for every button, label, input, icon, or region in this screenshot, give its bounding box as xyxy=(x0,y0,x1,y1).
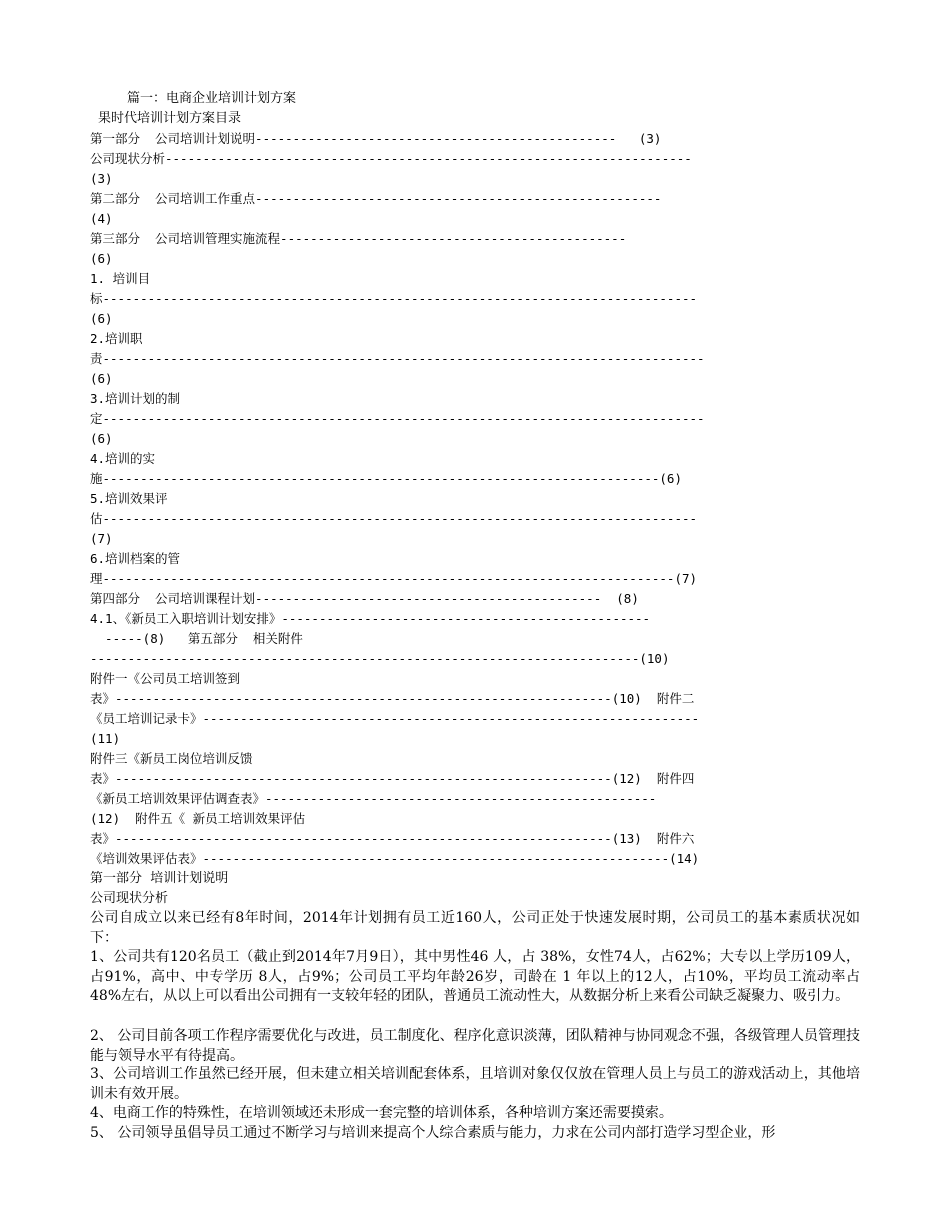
toc-title: 果时代培训计划方案目录 xyxy=(98,111,242,126)
toc-line: (12) 附件五《 新员工培训效果评估 xyxy=(90,811,306,826)
toc-line: 2.培训职 xyxy=(90,331,143,346)
toc-line: 《培训效果评估表》--------------------------------------------------------------(14) xyxy=(90,851,700,866)
toc-line: 第一部分 公司培训计划说明------------------------------------------------ (3) xyxy=(90,131,662,146)
toc-line: -----(8) 第五部分 相关附件 xyxy=(90,631,303,646)
toc-line: (11) xyxy=(90,731,121,746)
toc-line: 4.培训的实 xyxy=(90,451,156,466)
toc-line: 施--------------------------------------------------------------------------(6) xyxy=(90,471,682,486)
body-paragraph: 公司自成立以来已经有8年时间，2014年计划拥有员工近160人，公司正处于快速发展时期，公司员工的基本素质状况如下： xyxy=(90,910,860,946)
toc-line: 标------------------------------------------------------------------------------- xyxy=(90,291,698,306)
toc-line: (6) xyxy=(90,431,113,446)
section-heading: 第一部分 培训计划说明 xyxy=(90,871,229,886)
toc-line: 责-------------------------------------------------------------------------------- xyxy=(90,351,705,366)
toc-line: 5.培训效果评 xyxy=(90,491,168,506)
toc-line: 公司现状分析---------------------------------------------------------------------- xyxy=(90,151,692,166)
toc-line: 附件一《公司员工培训签到 xyxy=(90,671,241,686)
toc-line: 第二部分 公司培训工作重点------------------------------------------------------ xyxy=(90,191,662,206)
body-paragraph: 2、 公司目前各项工作程序需要优化与改进，员工制度化、程序化意识淡薄，团队精神与协同观念不强，各级管理人员管理技能与领导水平有待提高。 xyxy=(90,1028,860,1064)
toc-line: 第三部分 公司培训管理实施流程---------------------------------------------- xyxy=(90,231,627,246)
toc-line: 第四部分 公司培训课程计划---------------------------------------------- (8) xyxy=(90,591,639,606)
document-title: 篇一：电商企业培训计划方案 xyxy=(127,91,297,106)
toc-line: 表》------------------------------------------------------------------(10) 附件二 xyxy=(90,691,695,706)
toc-line: 6.培训档案的管 xyxy=(90,551,181,566)
toc-line: 估------------------------------------------------------------------------------- xyxy=(90,511,698,526)
toc-line: 表》------------------------------------------------------------------(13) 附件六 xyxy=(90,831,695,846)
toc-line: 定-------------------------------------------------------------------------------- xyxy=(90,411,705,426)
toc-line: (4) xyxy=(90,211,113,226)
body-paragraph: 3、公司培训工作虽然已经开展，但未建立相关培训配套体系，且培训对象仅仅放在管理人员上与员工的游戏活动上，其他培训未有效开展。 xyxy=(90,1066,860,1102)
toc-line: 表》------------------------------------------------------------------(12) 附件四 xyxy=(90,771,695,786)
subsection-heading: 公司现状分析 xyxy=(90,891,169,906)
toc-line: 附件三《新员工岗位培训反馈 xyxy=(90,751,253,766)
toc-line: (6) xyxy=(90,311,113,326)
toc-line: (6) xyxy=(90,371,113,386)
toc-line: 4.1、《新员工入职培训计划安排》------------------------------------------------- xyxy=(90,611,651,626)
toc-line: 理----------------------------------------------------------------------------(7) xyxy=(90,571,698,586)
toc-line: (3) xyxy=(90,171,113,186)
toc-line: -------------------------------------------------------------------------(10) xyxy=(90,651,670,666)
body-paragraph: 1、公司共有120名员工（截止到2014年7月9日），其中男性46 人，占 38%，女性74人，占62%；大专以上学历109人，占91%，高中、中专学历 8人，占9%；公司员工平均年龄26岁，司龄在 1 年以上的12人，占10%，平均员工流动率占48%左右，从以上可以看出公司拥有一支较年轻的团队，普通员工流动性大，从数据分析上来看公司缺乏凝聚力、吸引力。 xyxy=(90,949,860,1005)
toc-line: (7) xyxy=(90,531,113,546)
body-paragraph: 4、电商工作的特殊性，在培训领域还未形成一套完整的培训体系，各种培训方案还需要摸索。 xyxy=(90,1105,673,1121)
toc-line: (6) xyxy=(90,251,113,266)
toc-line: 1. 培训目 xyxy=(90,271,151,286)
toc-line: 《员工培训记录卡》------------------------------------------------------------------ xyxy=(90,711,700,726)
toc-line: 《新员工培训效果评估调查表》---------------------------------------------------- xyxy=(90,791,657,806)
toc-line: 3.培训计划的制 xyxy=(90,391,181,406)
body-paragraph: 5、 公司领导虽倡导员工通过不断学习与培训来提高个人综合素质与能力，力求在公司内部打造学习型企业，形 xyxy=(90,1125,776,1141)
